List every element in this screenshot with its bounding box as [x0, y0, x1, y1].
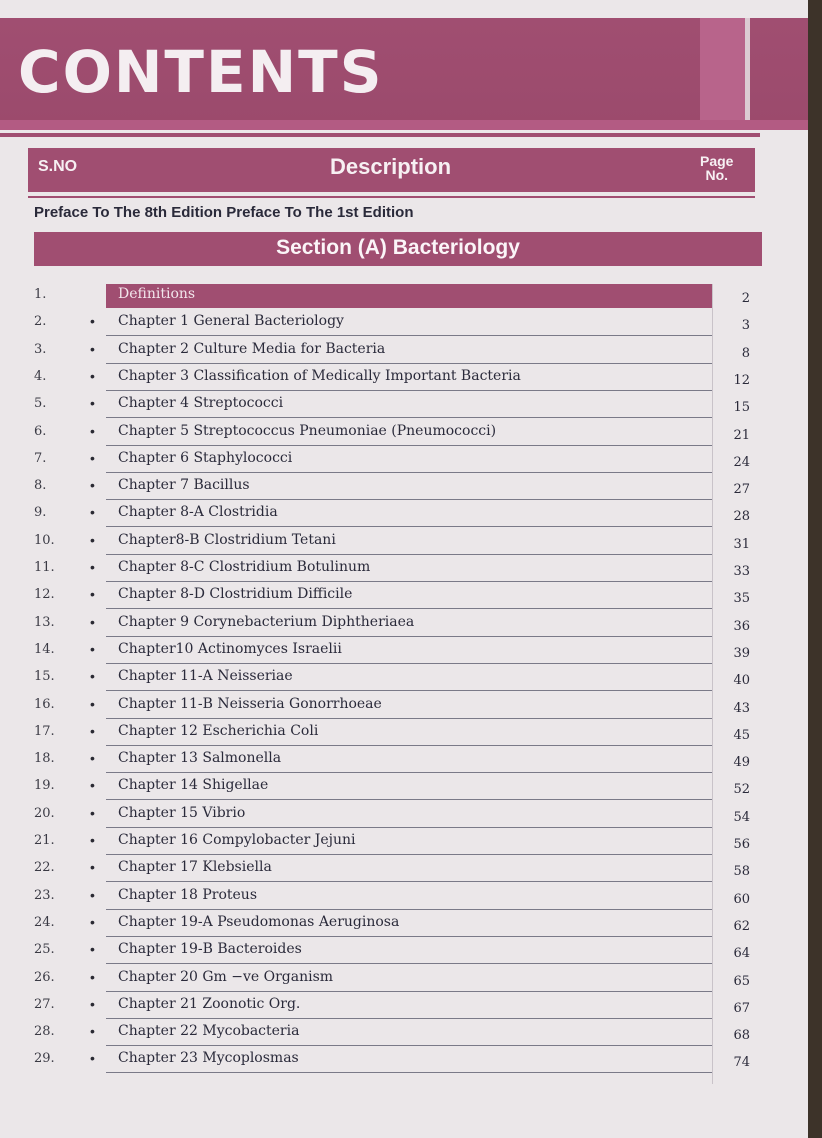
toc-underline [106, 363, 712, 364]
toc-entry[interactable] [0, 1022, 808, 1048]
toc-underline [106, 636, 712, 637]
toc-title: Chapter 8-A Clostridia [118, 504, 278, 521]
toc-title: Chapter 3 Classification of Medically Important Bacteria [118, 367, 521, 384]
toc-number: 8. [34, 478, 47, 494]
header-stripe [0, 120, 808, 130]
toc-bullet: • [90, 504, 95, 521]
toc-bullet: • [90, 804, 95, 821]
toc-underline [106, 554, 712, 555]
toc-title: Chapter 22 Mycobacteria [118, 1023, 300, 1040]
toc-page-number: 56 [733, 837, 750, 852]
toc-page-number: 67 [733, 1000, 750, 1016]
toc-entry[interactable] [0, 749, 808, 775]
toc-bullet: • [90, 531, 95, 548]
toc-title: Definitions [118, 286, 196, 302]
toc-title: Chapter 6 Staphylococci [118, 449, 293, 466]
toc-bullet: • [90, 313, 95, 330]
toc-entry[interactable] [0, 1049, 808, 1075]
toc-page-number: 54 [733, 809, 750, 825]
toc-page-number: 58 [733, 864, 750, 880]
toc-bullet: • [90, 559, 95, 575]
toc-number: 25. [34, 942, 55, 958]
toc-title: Chapter 23 Mycoplosmas [118, 1050, 299, 1067]
toc-number: 19. [34, 778, 55, 794]
column-page-no [700, 154, 733, 182]
toc-number: 17. [34, 723, 55, 739]
toc-title: Chapter 8-D Clostridium Difficile [118, 586, 353, 603]
toc-bullet: • [90, 668, 95, 685]
toc-number: 23. [34, 887, 55, 903]
toc-number: 6. [34, 423, 47, 439]
toc-entry[interactable] [0, 776, 808, 802]
column-no-label: No. [705, 167, 729, 183]
toc-number: 15. [34, 669, 55, 685]
toc-number: 27. [34, 996, 55, 1012]
toc-underline [106, 854, 712, 855]
header-decor-bar [700, 18, 750, 130]
toc-underline [106, 335, 712, 336]
toc-bullet: • [90, 422, 95, 439]
toc-title: Chapter 12 Escherichia Coli [118, 722, 319, 739]
toc-number: 5. [34, 396, 47, 412]
toc-underline [106, 472, 712, 473]
toc-entry[interactable] [0, 968, 808, 994]
toc-underline [106, 718, 712, 719]
toc-bullet: • [90, 995, 95, 1012]
toc-page-number: 65 [733, 973, 750, 989]
toc-entry[interactable] [0, 394, 808, 420]
toc-title: Chapter10 Actinomyces Israelii [118, 640, 342, 657]
toc-underline [106, 991, 712, 992]
toc-number: 14. [34, 641, 55, 657]
section-title: Section (A) Bacteriology [276, 236, 520, 259]
toc-entry[interactable] [0, 585, 808, 611]
toc-entry[interactable] [0, 613, 808, 639]
toc-entry[interactable] [0, 312, 808, 338]
preface-line: Preface To The 8th Edition Preface To The 1st Edition [34, 204, 414, 221]
toc-bullet: • [90, 750, 95, 767]
toc-title: Chapter 11-A Neisseriae [118, 668, 293, 685]
toc-title: Chapter 4 Streptococci [118, 395, 284, 412]
toc-page-number: 31 [733, 536, 750, 552]
toc-number: 29. [34, 1051, 55, 1067]
toc-bullet: • [90, 1023, 95, 1040]
toc-underline [106, 963, 712, 964]
toc-page-number: 36 [733, 618, 750, 634]
toc-title: Chapter 8-C Clostridium Botulinum [118, 559, 371, 575]
column-description: Description [330, 154, 452, 179]
toc-bullet: • [90, 340, 95, 357]
background-edge [808, 0, 822, 1138]
page-title: CONTENTS [18, 38, 384, 106]
toc-page-number: 52 [733, 782, 750, 798]
toc-underline [106, 690, 712, 691]
toc-bullet: • [90, 640, 95, 657]
toc-bullet: • [90, 395, 95, 412]
toc-page-number: 43 [733, 700, 750, 716]
toc-entry[interactable] [0, 667, 808, 693]
toc-number: 18. [34, 751, 55, 767]
toc-page-number: 3 [741, 318, 750, 334]
toc-entry[interactable] [0, 858, 808, 884]
toc-page-number: 33 [733, 564, 750, 579]
toc-number: 1. [34, 287, 47, 302]
toc-bullet: • [90, 613, 95, 630]
toc-title: Chapter8-B Clostridium Tetani [118, 531, 336, 548]
toc-page-number: 64 [733, 946, 750, 962]
toc-title: Chapter 7 Bacillus [118, 477, 250, 494]
toc-entry[interactable] [0, 558, 808, 584]
toc-title: Chapter 17 Klebsiella [118, 859, 272, 876]
toc-page-number: 35 [733, 591, 750, 607]
toc-bullet: • [90, 832, 95, 848]
toc-title: Chapter 18 Proteus [118, 886, 258, 903]
toc-title: Chapter 15 Vibrio [118, 804, 246, 821]
toc-entry[interactable] [0, 285, 808, 311]
toc-number: 24. [34, 914, 55, 930]
toc-number: 11. [34, 560, 55, 575]
toc-number: 28. [34, 1024, 55, 1040]
toc-title: Chapter 5 Streptococcus Pneumoniae (Pneumococci) [118, 422, 497, 439]
toc-entry[interactable] [0, 940, 808, 966]
toc-page-number: 12 [733, 372, 750, 388]
toc-underline [106, 909, 712, 910]
toc-number: 22. [34, 860, 55, 876]
toc-entry[interactable] [0, 995, 808, 1021]
toc-title: Chapter 16 Compylobacter Jejuni [118, 832, 356, 848]
toc-entry[interactable] [0, 449, 808, 475]
toc-bullet: • [90, 886, 95, 903]
toc-page-number: 40 [733, 673, 750, 689]
toc-title: Chapter 20 Gm −ve Organism [118, 968, 334, 985]
toc-entry[interactable] [0, 886, 808, 912]
toc-underline [106, 1045, 712, 1046]
toc-page-number: 21 [733, 427, 750, 443]
toc-bullet: • [90, 859, 95, 876]
toc-page-number: 2 [741, 291, 750, 306]
toc-page-number: 62 [733, 918, 750, 934]
header-decor-line [745, 18, 750, 130]
toc-page-number: 49 [733, 755, 750, 771]
toc-bullet: • [90, 477, 95, 494]
toc-bullet: • [90, 913, 95, 930]
toc-title: Chapter 14 Shigellae [118, 777, 269, 794]
toc-page-number: 27 [733, 482, 750, 498]
toc-page-number: 39 [733, 645, 750, 661]
toc-bullet: • [90, 367, 95, 384]
toc-underline [106, 936, 712, 937]
toc-title: Chapter 2 Culture Media for Bacteria [118, 340, 386, 357]
toc-bullet: • [90, 1050, 95, 1067]
toc-entry[interactable] [0, 804, 808, 830]
toc-title: Chapter 21 Zoonotic Org. [118, 995, 301, 1012]
toc-bullet: • [90, 695, 95, 712]
column-header-bar [28, 148, 755, 192]
toc-entry[interactable] [0, 503, 808, 529]
toc-number: 10. [34, 532, 55, 548]
toc-title: Chapter 19-B Bacteroides [118, 941, 302, 958]
toc-entry[interactable] [0, 913, 808, 939]
toc-entry[interactable] [0, 476, 808, 502]
toc-bullet: • [90, 941, 95, 958]
toc-number: 3. [34, 341, 47, 357]
toc-title: Chapter 19-A Pseudomonas Aeruginosa [118, 913, 400, 930]
toc-page-number: 74 [733, 1055, 750, 1071]
toc-number: 9. [34, 505, 47, 521]
toc-highlight [106, 284, 712, 308]
toc-number: 16. [34, 696, 55, 712]
toc-underline [106, 445, 712, 446]
toc-entry[interactable] [0, 640, 808, 666]
toc-underline [106, 526, 712, 527]
toc-bullet: • [90, 586, 95, 603]
toc-bullet: • [90, 777, 95, 794]
toc-entry[interactable] [0, 422, 808, 448]
column-page-label: Page [700, 153, 734, 169]
toc-underline [106, 881, 712, 882]
toc-number: 13. [34, 614, 55, 630]
toc-page-number: 45 [733, 727, 750, 743]
toc-underline [106, 417, 712, 418]
section-bar [34, 232, 762, 266]
toc-underline [106, 799, 712, 800]
toc-number: 26. [34, 969, 55, 985]
toc-bullet: • [90, 722, 95, 739]
toc-page-number: 15 [733, 400, 750, 416]
toc-underline [106, 745, 712, 746]
toc-underline [106, 499, 712, 500]
toc-entry[interactable] [0, 367, 808, 393]
toc-underline [106, 827, 712, 828]
toc-title: Chapter 9 Corynebacterium Diphtheriaea [118, 613, 415, 630]
header-divider [28, 196, 755, 198]
toc-underline [106, 1072, 712, 1073]
toc-number: 12. [34, 587, 55, 603]
toc-underline [106, 663, 712, 664]
toc-entry[interactable] [0, 831, 808, 857]
toc-bullet: • [90, 968, 95, 985]
toc-underline [106, 1018, 712, 1019]
toc-entry[interactable] [0, 722, 808, 748]
toc-page-number: 8 [741, 345, 750, 361]
toc-entry[interactable] [0, 340, 808, 366]
toc-title: Chapter 11-B Neisseria Gonorrhoeae [118, 695, 382, 712]
toc-page-number: 24 [733, 454, 750, 470]
toc-underline [106, 581, 712, 582]
toc-number: 20. [34, 805, 55, 821]
toc-entry[interactable] [0, 695, 808, 721]
toc-underline [106, 390, 712, 391]
header-stripe-thin [0, 133, 760, 137]
toc-entry[interactable] [0, 531, 808, 557]
toc-underline [106, 772, 712, 773]
toc-number: 2. [34, 314, 47, 330]
toc-page-number: 28 [733, 509, 750, 525]
column-sno: S.NO [38, 158, 78, 175]
toc-number: 21. [34, 833, 55, 848]
toc-number: 4. [34, 368, 47, 384]
toc-bullet: • [90, 449, 95, 466]
toc-title: Chapter 13 Salmonella [118, 750, 282, 767]
toc-title: Chapter 1 General Bacteriology [118, 313, 344, 330]
toc-number: 7. [34, 450, 47, 466]
toc-page-number: 60 [733, 891, 750, 907]
toc-underline [106, 608, 712, 609]
toc-page-number: 68 [733, 1028, 750, 1044]
